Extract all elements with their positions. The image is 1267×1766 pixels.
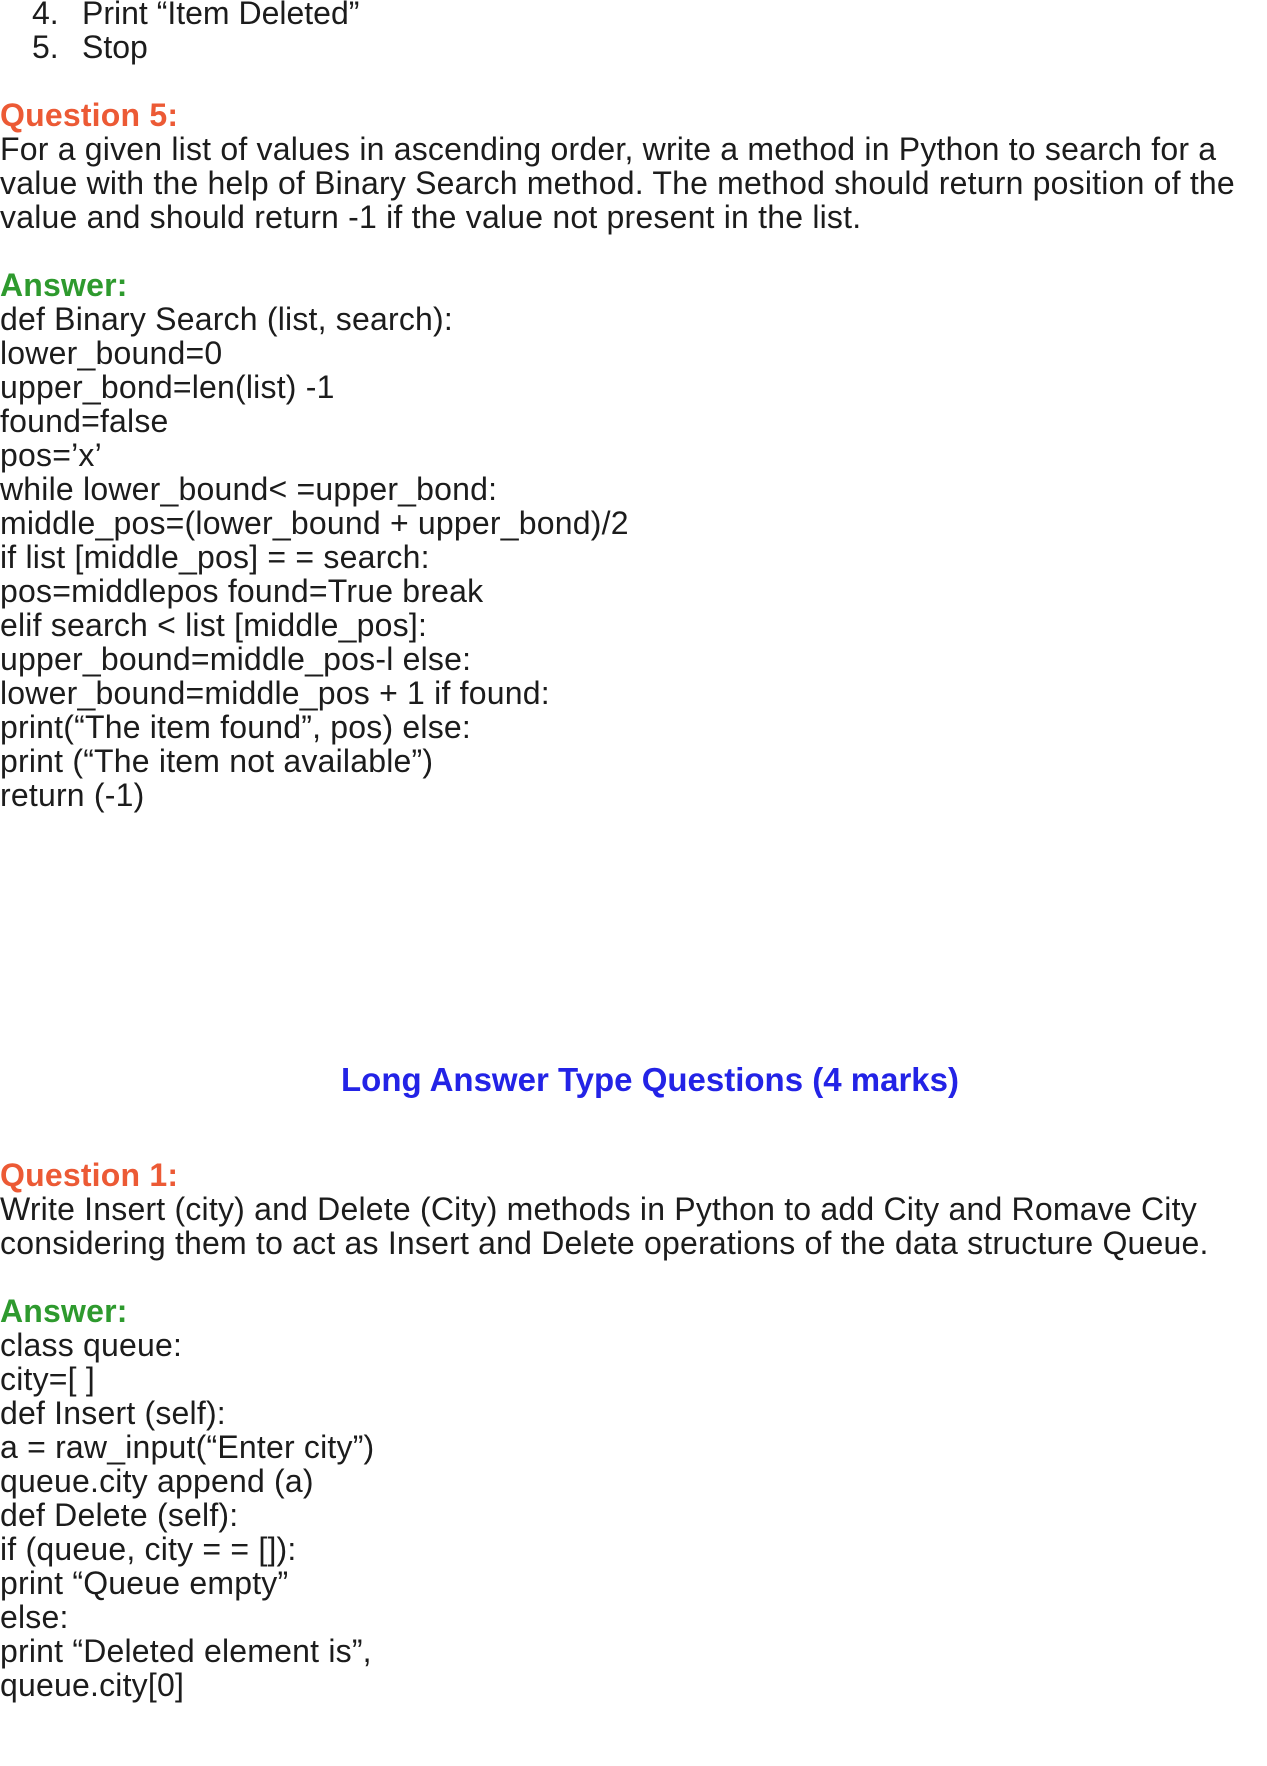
code-line: def Insert (self): bbox=[0, 1395, 226, 1431]
question-1-text-line: Write Insert (city) and Delete (City) methods in Python to add City and Romave City bbox=[0, 1191, 1197, 1227]
code-line: else: bbox=[0, 1599, 69, 1635]
code-line: found=false bbox=[0, 403, 169, 439]
code-line: print(“The item found”, pos) else: bbox=[0, 709, 471, 745]
code-line: if (queue, city = = []): bbox=[0, 1531, 297, 1567]
question-1-text-line: considering them to act as Insert and Delete operations of the data structure Queue. bbox=[0, 1225, 1209, 1261]
code-line: def Binary Search (list, search): bbox=[0, 301, 453, 337]
code-line: print (“The item not available”) bbox=[0, 743, 434, 779]
code-line: queue.city append (a) bbox=[0, 1463, 314, 1499]
code-line: upper_bound=middle_pos-l else: bbox=[0, 641, 472, 677]
code-line: return (-1) bbox=[0, 777, 145, 813]
code-line: pos=middlepos found=True break bbox=[0, 573, 484, 609]
list-item-number: 5. bbox=[32, 29, 59, 65]
question-5-text-line: For a given list of values in ascending order, write a method in Python to search for a bbox=[0, 131, 1217, 167]
list-item-text: Print “Item Deleted” bbox=[82, 0, 360, 31]
section-title: Long Answer Type Questions (4 marks) bbox=[341, 1061, 959, 1098]
code-line: def Delete (self): bbox=[0, 1497, 239, 1533]
code-line: queue.city[0] bbox=[0, 1667, 185, 1703]
list-item-number: 4. bbox=[32, 0, 59, 31]
question-5-text-line: value with the help of Binary Search method. The method should return position of the bbox=[0, 165, 1235, 201]
code-line: if list [middle_pos] = = search: bbox=[0, 539, 430, 575]
question-5-answer-heading: Answer: bbox=[0, 267, 128, 303]
code-line: lower_bound=middle_pos + 1 if found: bbox=[0, 675, 550, 711]
code-line: elif search < list [middle_pos]: bbox=[0, 607, 428, 643]
question-1-heading: Question 1: bbox=[0, 1157, 179, 1193]
code-line: a = raw_input(“Enter city”) bbox=[0, 1429, 375, 1465]
code-line: upper_bond=len(list) -1 bbox=[0, 369, 335, 405]
question-5-text-line: value and should return -1 if the value not present in the list. bbox=[0, 199, 862, 235]
code-line: middle_pos=(lower_bound + upper_bond)/2 bbox=[0, 505, 629, 541]
code-line: print “Deleted element is”, bbox=[0, 1633, 372, 1669]
code-line: class queue: bbox=[0, 1327, 183, 1363]
question-5-heading: Question 5: bbox=[0, 97, 179, 133]
question-1-answer-heading: Answer: bbox=[0, 1293, 128, 1329]
list-item bbox=[32, 28, 148, 66]
code-line: while lower_bound< =upper_bond: bbox=[0, 471, 498, 507]
list-item-text: Stop bbox=[82, 29, 148, 65]
code-line: print “Queue empty” bbox=[0, 1565, 289, 1601]
code-line: lower_bound=0 bbox=[0, 335, 223, 371]
code-line: city=[ ] bbox=[0, 1361, 95, 1397]
code-line: pos=’x’ bbox=[0, 437, 102, 473]
